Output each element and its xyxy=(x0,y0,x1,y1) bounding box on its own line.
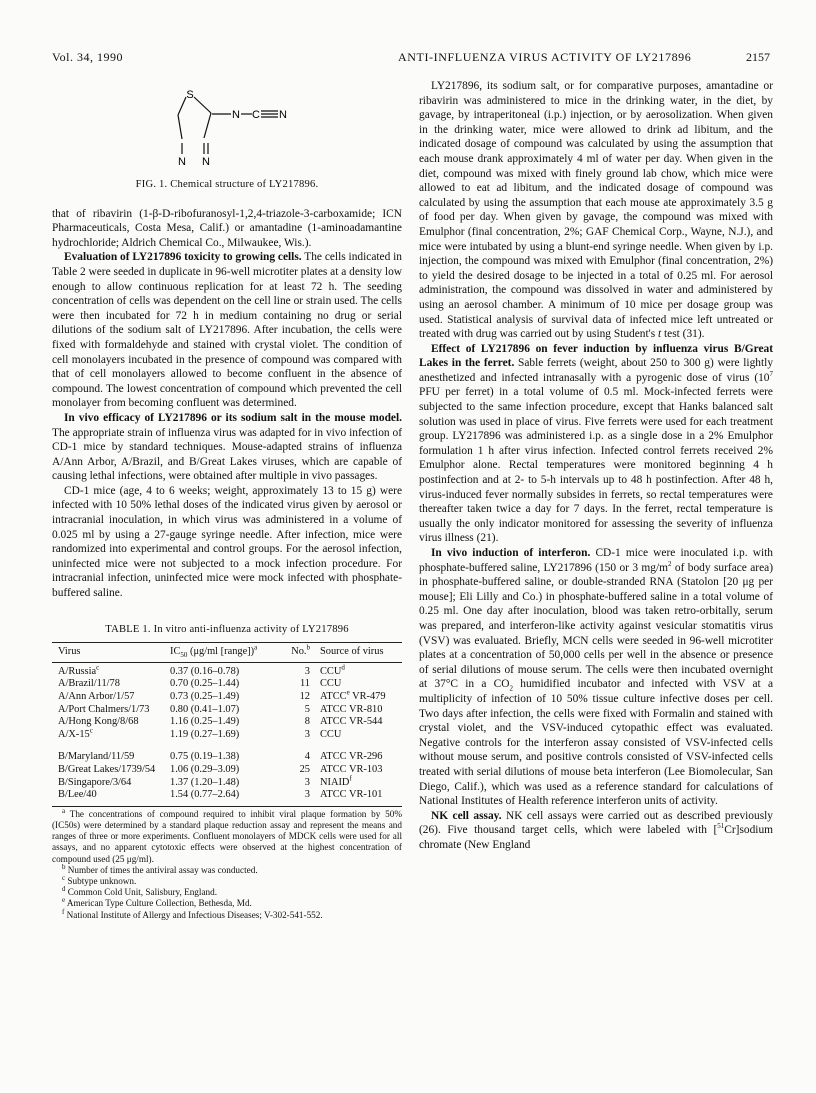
running-header xyxy=(52,50,770,68)
page-number: 2157 xyxy=(746,50,770,64)
figure-1-caption: FIG. 1. Chemical structure of LY217896. xyxy=(135,179,319,190)
table-row: A/Russia$^c$ 0.37 (0.16–0.78) 3 CCU$^d$ xyxy=(58,663,345,677)
journal-volume: Vol. 34, 1990 xyxy=(52,50,123,64)
col-header-virus: Virus xyxy=(52,643,170,663)
atom-nitrogen-ring-2: N xyxy=(202,156,210,168)
footnote-b: $^b$ Number of times the antiviral assay was conducted. xyxy=(62,862,258,875)
text-in-vivo-efficacy: The appropriate strain of influenza virus was adapted for in vivo infection of CD-1 mice by standard techniques. Mouse-adapted strains of influenza A/Ann Arbor, A/Brazil, and B/Great Lakes viruses, which are capable of causing lethal infections, were obtained after multiple in vivo passages. xyxy=(52,426,402,483)
table-1 xyxy=(52,642,402,804)
table-row: B/Lee/40 1.54 (0.77–2.64) 3 ATCC VR-101 xyxy=(58,789,383,801)
paragraph-toxicity xyxy=(52,250,402,411)
heading-in-vivo-efficacy: In vivo efficacy of LY217896 or its sodium salt in the mouse model. xyxy=(64,411,402,424)
paragraph-interferon: In vivo induction of interferon. CD-1 mice were inoculated i.p. with phosphate-buffered saline, LY217896 (150 or 3 $mg/m^2$ of body surface area) in phosphate-buffered saline, or double-stranded RNA (Statolon [20 μg per mouse]; Eli Lilly and Co.) in phosphate-buffered saline in a total volume of 0.25 ml. One day after inoculation, blood was taken retro-orbitally, serum was prepared, and interferon-like activity against vesicular stomatitis virus (VSV) was evaluated. Briefly, MCN cells were seeded in 96-well microtiter plates at a concentration of 50,000 cells per well in the absence or presence of serial dilutions of mouse serum. The cells were then incubated overnight at 37°C in a $CO_2$ humidified incubator and infected with VSV at a multiplicity of infection of 10 50% tissue culture infective doses per cell. Two days after infection, the cells were fixed with Formalin and stained with crystal violet, and the VSV-induced cytopathic effect was evaluated. Negative controls for the interferon assay consisted of VSV-infected cells without mouse serum, and positive controls consisted of VSV-infected cells treated with serial dilutions of mouse beta interferon (Lee Biomolecular, San Diego, Calif.), which was used as a reference standard for calculations of National Institutes of Health reference interferon units of activity. xyxy=(419,547,774,808)
atom-nitrogen-ring-1: N xyxy=(178,156,186,168)
table-1-footnotes xyxy=(52,806,402,921)
chemical-structure-diagram xyxy=(160,82,310,174)
footnote-f: $^f$ National Institute of Allergy and Infectious Diseases; V-302-541-552. xyxy=(62,907,323,920)
footnote-e: $^e$ American Type Culture Collection, Bethesda, Md. xyxy=(62,896,252,909)
atom-nitrogen-nitrile: N xyxy=(279,109,287,121)
footnote-c: $^c$ Subtype unknown. xyxy=(62,873,137,886)
right-column xyxy=(419,79,773,852)
table-row: A/Port Chalmers/1/73 0.80 (0.41–1.07) 5 ATCC VR-810 xyxy=(58,703,383,715)
heading-toxicity: Evaluation of LY217896 toxicity to growing cells. xyxy=(64,251,302,264)
atom-nitrogen-amine: N xyxy=(232,109,240,121)
table-row: A/X-15$^c$ 1.19 (0.27–1.69) 3 CCU xyxy=(58,726,342,740)
col-header-ic50: $IC_{50}$ (μg/ml [range])$^a$ xyxy=(170,643,284,663)
paragraph-in-vivo-efficacy xyxy=(52,411,402,484)
paragraph-cd1-mice: CD-1 mice (age, 4 to 6 weeks; weight, approximately 13 to 15 g) were infected with 10 50% lethal doses of the indicated virus given by aerosol or intracranial inoculation, in which virus was administered in a volume of 0.025 ml by using a 27-gauge syringe needle. After infection, mice were randomized into experimental and control groups. For the aerosol infection, uninfected mice were not subjected to a mock infection procedure. For intracranial infection, uninfected mice were mock infected with phosphate-buffered saline. xyxy=(52,484,402,600)
footnote-a: $^a$ The concentrations of compound required to inhibit viral plaque formation by 50% (IC50s) were determined by a standard plaque reduction assay and represent the means and ranges of three or more experiments. Confluent monolayers of MDCK cells were used for all assays, and no apparent cytotoxic effects were observed at the highest concentration of compound used (25 μg/ml). xyxy=(52,806,402,864)
running-title: ANTI-INFLUENZA VIRUS ACTIVITY OF LY217896 xyxy=(398,50,692,64)
figure-1 xyxy=(52,80,402,176)
heading-nk-assay: NK cell assay. xyxy=(431,809,502,822)
col-header-no: No.$^b$ xyxy=(284,643,320,663)
table-row: A/Hong Kong/8/68 1.16 (0.25–1.49) 8 ATCC VR-544 xyxy=(58,716,383,728)
table-row: A/Ann Arbor/1/57 0.73 (0.25–1.49) 12 ATCC$^e$ VR-479 xyxy=(58,688,386,702)
table-row: B/Singapore/3/64 1.37 (1.20–1.48) 3 NIAID$^f$ xyxy=(58,774,352,788)
table-row: A/Brazil/11/78 0.70 (0.25–1.44) 11 CCU xyxy=(58,678,342,690)
table-1-title: TABLE 1. In vitro anti-influenza activity of LY217896 xyxy=(105,623,349,635)
paragraph-administration: LY217896, its sodium salt, or for comparative purposes, amantadine or ribavirin was administered to mice in the drinking water, in the diet, by gavage, by intraperitoneal (i.p.) injection, or by aerosolization. When given in the drinking water, mice were allowed to drink ad libitum, and the indicated dosage of compound was calculated by using the assumption that each mouse drank approximately 4 ml of water per day. When given in the diet, compound was mixed with finely ground lab chow, which mice were allowed to eat ad libitum, and the indicated dosage of compound was calculated by using the assumption that each mouse ate approximately 3.5 g of food per day. When given by gavage, the compound was mixed with Emulphor (final concentration, 2%; GAF Chemical Corp., Wayne, N.J.), and mice were intubated by using a blunt-end syringe needle. When given by i.p. injection, the compound was mixed with Emulphor (final concentration, 2%) to yield the desired dosage to be injected in a total of 0.25 ml. For aerosol administration, the compound was dissolved in water and administered by using an aerosol chamber. A minimum of 10 mice per dosage group was used. Statistical analysis of survival data of infected mice left untreated or treated with drug was carried out by using Student's t test (31). xyxy=(419,80,773,341)
table-row: B/Maryland/11/59 0.75 (0.19–1.38) 4 ATCC VR-296 xyxy=(58,751,383,763)
atom-carbon: C xyxy=(252,109,260,121)
left-column xyxy=(52,80,402,921)
table-rule xyxy=(52,806,402,807)
paragraph-ferret-fever: Effect of LY217896 on fever induction by influenza virus B/Great Lakes in the ferret. Sable ferrets (weight, about 250 to 300 g) were lightly anesthetized and infected intranasally with a pyrogenic dose of virus ($10^7$ PFU per ferret) in a total volume of 0.5 ml. Mock-infected ferrets were subjected to the same infection procedure, except that Hanks balanced salt solution was used in place of virus. Five ferrets were used for each treatment group. LY217896 was administered i.p. as a single dose in a 2% Emulphor formulation 1 h after virus infection. Infected control ferrets received 2% Emulphor alone. Rectal temperatures were monitored beginning 4 h postinfection and at 2- to 5-h intervals up to 48 h postinfection. After 48 h, virus-induced fever normally subsides in ferrets, so rectal temperatures were thereafter taken twice a day for 7 days. In the ferret, rectal temperature is usually the only indicator monitored for assessing the severity of influenza virus illness (21). xyxy=(419,342,774,545)
text-toxicity: The cells indicated in Table 2 were seeded in duplicate in 96-well microtiter plates at a density low enough to allow continuous replication for at least 72 h. The seeding concentration of cells was dependent on the cell line or strain used. The cells were then incubated for 72 h in medium containing no drug or serial dilutions of the sodium salt of LY217896. After incubation, the cells were fixed with formaldehyde and stained with crystal violet. The condition of cell monolayers incubated in the presence of compound was compared with that of cell monolayers allowed to become confluent in the absence of compound. The lowest concentration of compound which prevented the cell monolayer from becoming confluent was determined. xyxy=(52,251,402,410)
heading-ferret-fever: Effect of LY217896 on fever induction by influenza virus B/Great Lakes in the ferret. xyxy=(419,342,773,370)
paragraph-reagents: that of ribavirin (1-β-D-ribofuranosyl-1,2,4-triazole-3-carboxamide; ICN Pharmaceuticals, Costa Mesa, Calif.) or amantadine (1-aminoadamantine hydrochloride; Aldrich Chemical Co., Milwaukee, Wis.). xyxy=(52,207,402,249)
heading-interferon: In vivo induction of interferon. xyxy=(431,547,591,559)
col-header-source: Source of virus xyxy=(320,643,402,663)
paragraph-nk-assay: NK cell assay. NK cell assays were carried out as described previously (26). Five thousand target cells, which were labeled with [$^{51}$Cr]sodium chromate (New England xyxy=(419,809,773,851)
atom-sulfur: S xyxy=(186,89,194,101)
footnote-d: $^d$ Common Cold Unit, Salisbury, England. xyxy=(62,885,218,898)
table-row: B/Great Lakes/1739/54 1.06 (0.29–3.09) 25 ATCC VR-103 xyxy=(58,763,383,775)
